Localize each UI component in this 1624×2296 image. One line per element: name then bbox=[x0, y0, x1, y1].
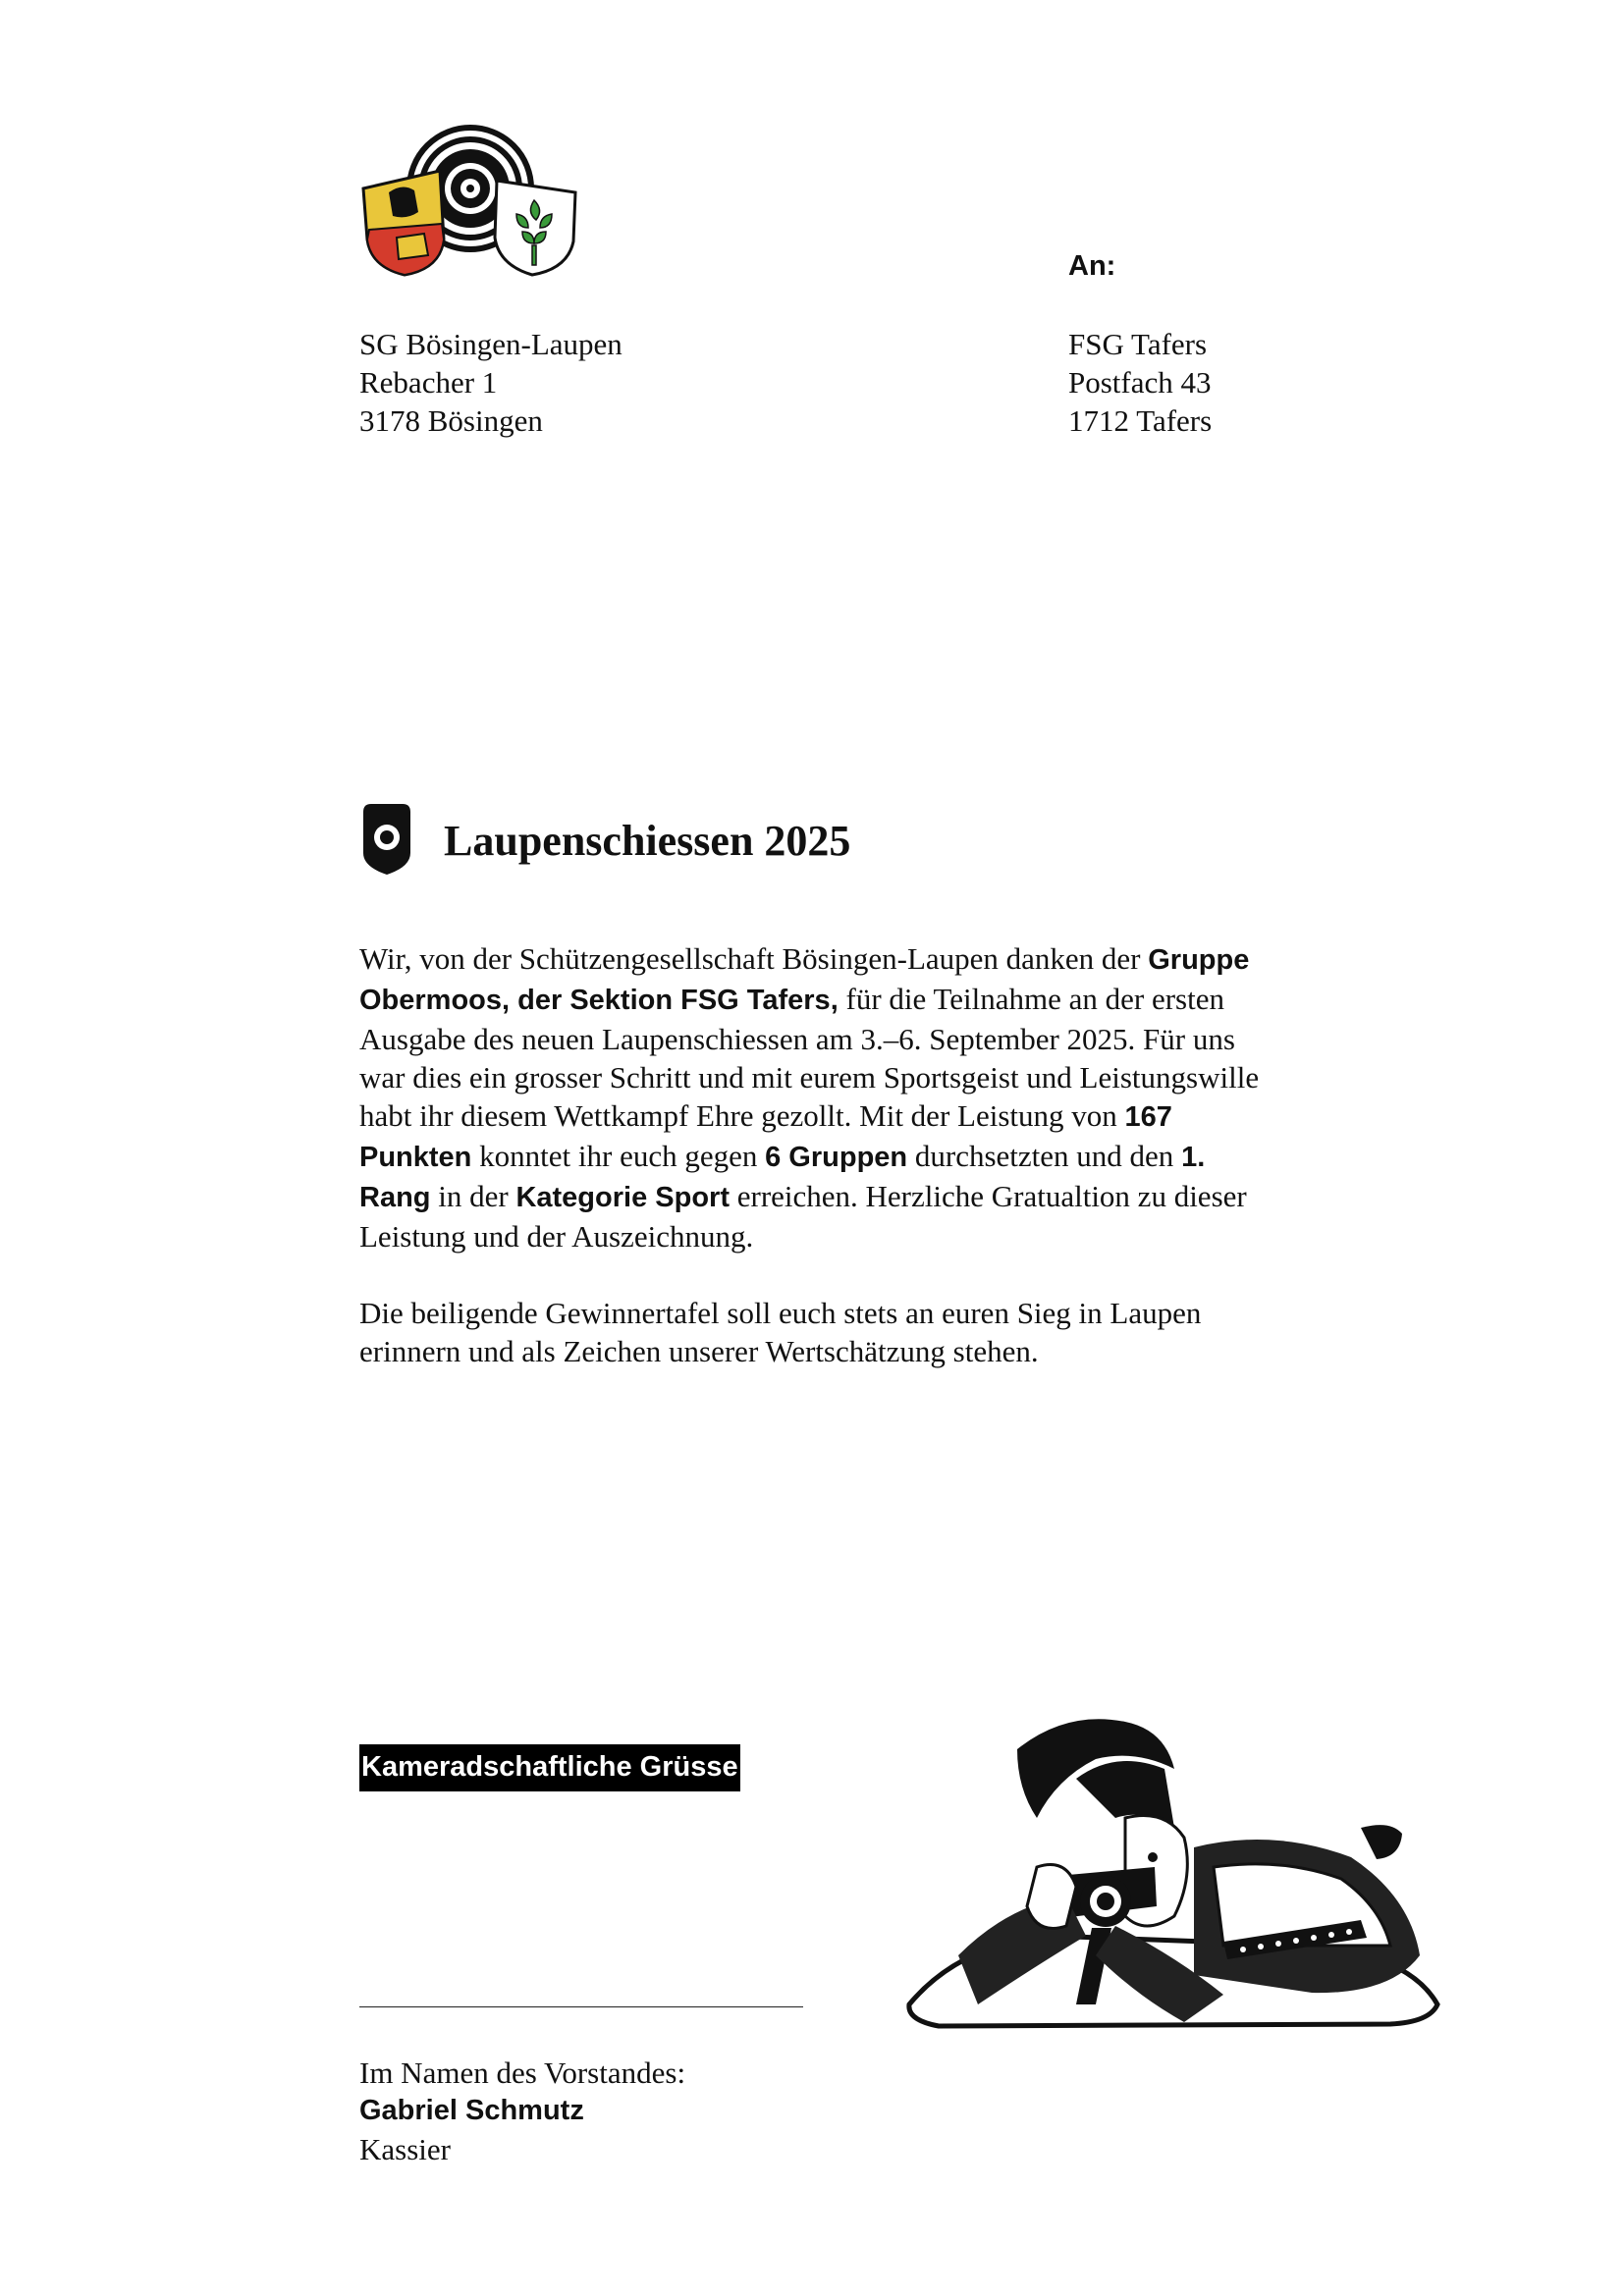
signature-line bbox=[359, 2006, 803, 2007]
recipient-city: 1712 Tafers bbox=[1068, 403, 1213, 438]
body-text: für die Teilnahme an der ersten Ausgabe des neuen Laupenschiessen am 3.–6. September 2025. Für uns war dies ein grosser Schritt und mit eurem Sportsgeist und Leistungswille habt ihr diesem Wettkampf Ehre gezollt. Mit der Leistung von bbox=[359, 982, 1260, 1133]
shield-target-icon bbox=[359, 802, 414, 877]
body-text: konntet ihr euch gegen bbox=[471, 1139, 766, 1173]
sender-name: SG Bösingen-Laupen bbox=[359, 327, 623, 361]
body-text: Wir, von der Schützengesellschaft Bösingen-Laupen danken der bbox=[359, 941, 1149, 976]
sender-street: Rebacher 1 bbox=[359, 365, 498, 400]
recipient-label: An: bbox=[1068, 250, 1116, 282]
recipient-name: FSG Tafers bbox=[1068, 327, 1208, 361]
letter-title: Laupenschiessen 2025 bbox=[444, 817, 851, 865]
signature-prefix: Im Namen des Vorstandes: bbox=[359, 2056, 686, 2090]
body-text: in der bbox=[430, 1179, 516, 1213]
greeting-highlight: Kameradschaftliche Grüsse bbox=[359, 1744, 740, 1791]
recipient-street: Postfach 43 bbox=[1068, 365, 1212, 400]
emphasis-text: 167 Punkten bbox=[359, 1101, 1172, 1173]
sender-city: 3178 Bösingen bbox=[359, 403, 543, 438]
body-text: durchsetzten und den bbox=[907, 1139, 1182, 1173]
body-text: erreichen. Herzliche Gratualtion zu dieser Leistung und der Auszeichnung. bbox=[359, 1179, 1247, 1254]
emphasis-text: 6 Gruppen bbox=[765, 1142, 908, 1173]
signatory-role: Kassier bbox=[359, 2132, 451, 2166]
sender-address bbox=[359, 325, 623, 440]
letter-body bbox=[359, 939, 1272, 1370]
signatory-name: Gabriel Schmutz bbox=[359, 2095, 584, 2126]
body-paragraph-1 bbox=[359, 939, 1272, 1255]
emphasis-text: Kategorie Sport bbox=[515, 1182, 730, 1213]
recipient-address bbox=[1068, 325, 1212, 440]
signature-block bbox=[359, 2054, 685, 2168]
emphasis-text: Gruppe Obermoos, der Sektion FSG Tafers, bbox=[359, 944, 1250, 1016]
body-paragraph-2: Die beiligende Gewinnertafel soll euch stets an euren Sieg in Laupen erinnern und als Zeichen unserer Wertschätzung stehen. bbox=[359, 1296, 1202, 1368]
club-logo-icon bbox=[359, 122, 581, 279]
emphasis-text: 1. Rang bbox=[359, 1142, 1206, 1213]
shooter-illustration bbox=[899, 1710, 1441, 2030]
